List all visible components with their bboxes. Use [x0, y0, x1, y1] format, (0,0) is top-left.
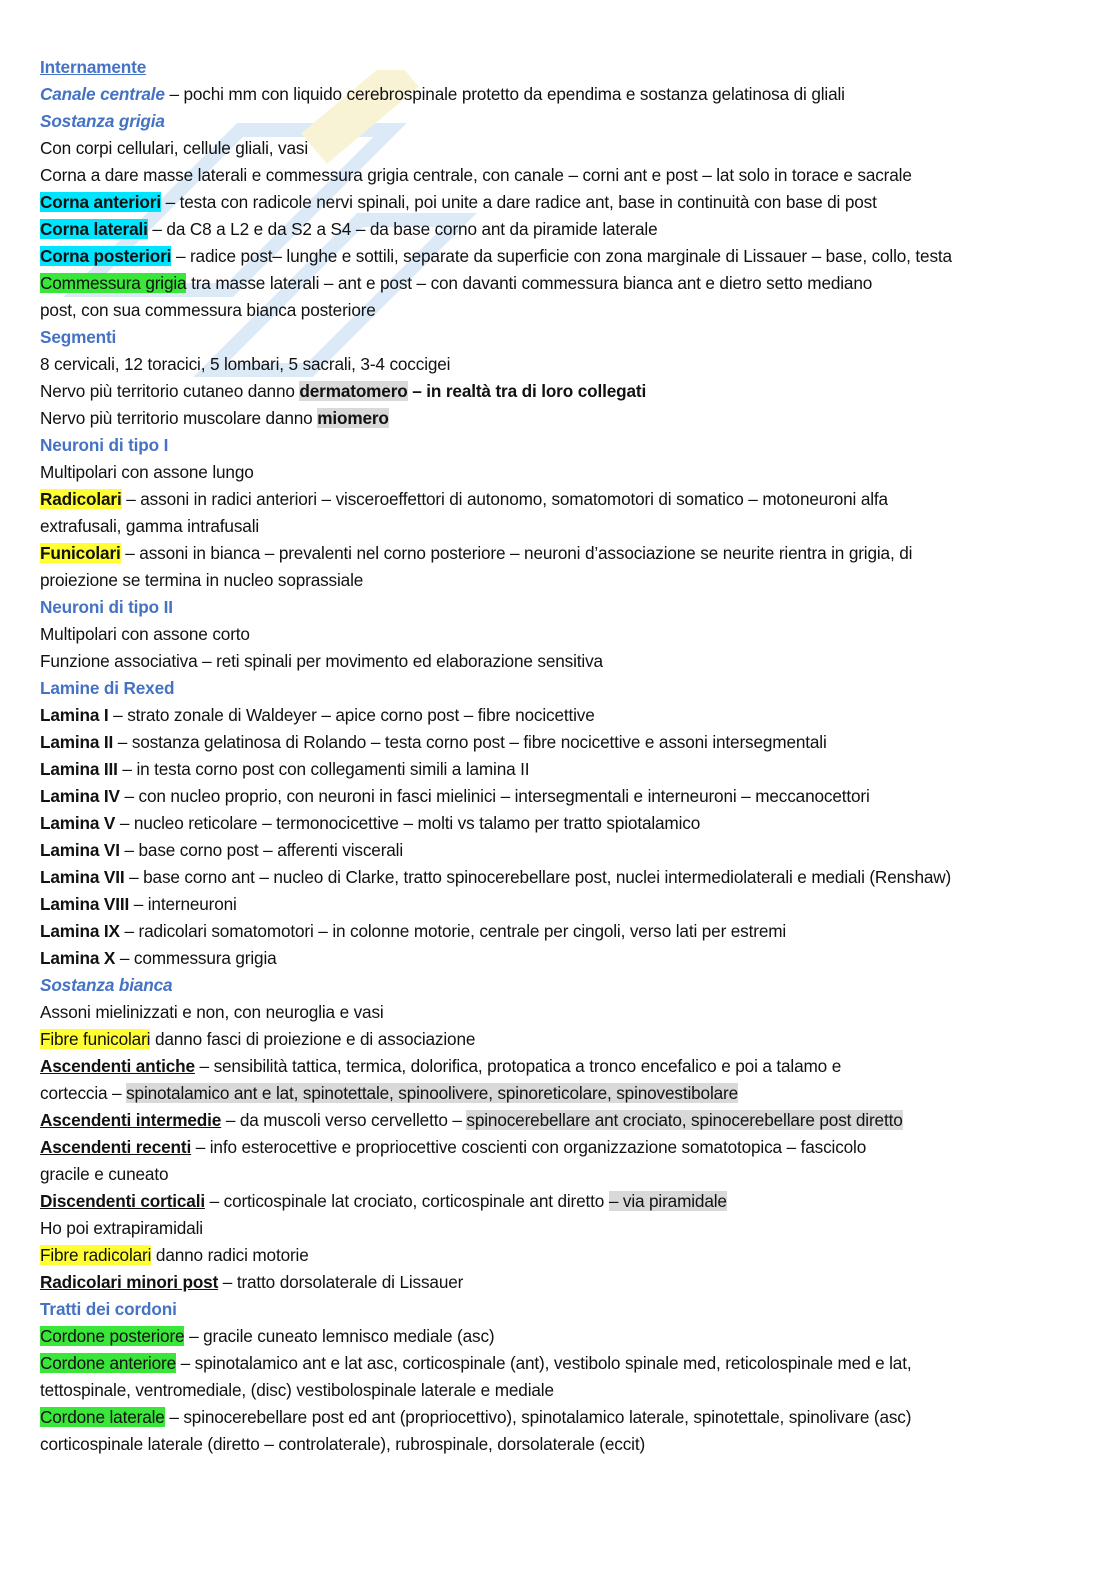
- text-segment: Multipolari con assone corto: [40, 624, 250, 644]
- text-segment: – base corno ant – nucleo di Clarke, tratto spinocerebellare post, nuclei intermediolaterali e mediali (Renshaw): [124, 867, 952, 887]
- text-line: [40, 864, 1090, 891]
- text-line: [40, 108, 1090, 135]
- text-line: [40, 837, 1090, 864]
- text-line: [40, 1431, 1090, 1458]
- text-segment: – info esterocettive e propriocettive coscienti con organizzazione somatotopica – fascicolo: [191, 1137, 867, 1157]
- text-segment: Radicolari: [40, 489, 122, 509]
- text-segment: Lamina VII: [40, 867, 125, 887]
- text-line: [40, 1026, 1090, 1053]
- text-segment: – sensibilità tattica, termica, dolorifica, protopatica a tronco encefalico e poi a talamo e: [194, 1056, 842, 1076]
- text-line: [40, 216, 1090, 243]
- text-line: [40, 1296, 1090, 1323]
- text-segment: – spinocerebellare post ed ant (propriocettivo), spinotalamico laterale, spinotettale, spinolivare (asc): [164, 1407, 912, 1427]
- text-line: [40, 1053, 1090, 1080]
- text-line: [40, 1323, 1090, 1350]
- text-line: [40, 324, 1090, 351]
- text-line: [40, 567, 1090, 594]
- text-segment: – sostanza gelatinosa di Rolando – testa corno post – fibre nocicettive e assoni intersegmentali: [113, 732, 827, 752]
- text-line: [40, 1107, 1090, 1134]
- text-line: [40, 648, 1090, 675]
- text-segment: Fibre funicolari: [40, 1029, 151, 1049]
- text-segment: Multipolari con assone lungo: [40, 462, 254, 482]
- text-line: [40, 675, 1090, 702]
- text-segment: Cordone posteriore: [40, 1326, 185, 1346]
- text-line: [40, 1188, 1090, 1215]
- text-line: [40, 351, 1090, 378]
- text-segment: – radicolari somatomotori – in colonne motorie, centrale per cingoli, verso lati per estremi: [119, 921, 787, 941]
- text-segment: Discendenti corticali: [40, 1191, 205, 1211]
- text-segment: spinotalamico ant e lat, spinotettale, spinoolivere, spinoreticolare, spinovestibolare: [126, 1083, 739, 1103]
- text-line: [40, 135, 1090, 162]
- text-line: [40, 891, 1090, 918]
- text-segment: Neuroni di tipo I: [40, 435, 169, 455]
- text-segment: Sostanza bianca: [40, 975, 173, 995]
- text-line: [40, 621, 1090, 648]
- text-segment: – da muscoli verso cervelletto –: [221, 1110, 467, 1130]
- text-line: [40, 918, 1090, 945]
- text-segment: – tratto dorsolaterale di Lissauer: [218, 1272, 464, 1292]
- text-segment: – base corno post – afferenti viscerali: [119, 840, 404, 860]
- text-segment: Canale centrale: [40, 84, 165, 104]
- text-line: [40, 432, 1090, 459]
- text-line: [40, 810, 1090, 837]
- text-segment: Commessura grigia: [40, 273, 187, 293]
- text-line: [40, 270, 1090, 297]
- text-line: [40, 999, 1090, 1026]
- text-segment: post, con sua commessura bianca posteriore: [40, 300, 376, 320]
- text-segment: proiezione se termina in nucleo soprassiale: [40, 570, 364, 590]
- text-segment: – assoni in bianca – prevalenti nel corno posteriore – neuroni d’associazione se neurite rientra in grigia, di: [120, 543, 913, 563]
- text-segment: miomero: [317, 408, 389, 428]
- text-line: [40, 1269, 1090, 1296]
- text-segment: Nervo più territorio muscolare danno: [40, 408, 318, 428]
- text-segment: – pochi mm con liquido cerebrospinale protetto da ependima e sostanza gelatinosa di gliali: [164, 84, 845, 104]
- text-segment: Lamina VI: [40, 840, 120, 860]
- text-line: [40, 162, 1090, 189]
- text-segment: – radice post– lunghe e sottili, separate da superficie con zona marginale di Lissauer – base, collo, testa: [171, 246, 952, 266]
- text-segment: Lamina X: [40, 948, 116, 968]
- text-segment: Con corpi cellulari, cellule gliali, vasi: [40, 138, 309, 158]
- text-segment: dermatomero: [299, 381, 408, 401]
- text-segment: – in realtà tra di loro collegati: [407, 381, 647, 401]
- text-segment: Lamina III: [40, 759, 118, 779]
- text-segment: – nucleo reticolare – termonocicettive – molti vs talamo per tratto spiotalamico: [115, 813, 701, 833]
- text-line: [40, 1242, 1090, 1269]
- text-line: [40, 378, 1090, 405]
- text-segment: danno radici motorie: [151, 1245, 309, 1265]
- text-segment: – spinotalamico ant e lat asc, corticospinale (ant), vestibolo spinale med, reticolospinale med e lat,: [176, 1353, 912, 1373]
- text-segment: Funicolari: [40, 543, 121, 563]
- text-line: [40, 540, 1090, 567]
- text-segment: 8 cervicali, 12 toracici, 5 lombari, 5 sacrali, 3-4 coccigei: [40, 354, 451, 374]
- text-segment: Internamente: [40, 57, 147, 77]
- text-segment: Ascendenti antiche: [40, 1056, 195, 1076]
- text-segment: Fibre radicolari: [40, 1245, 152, 1265]
- text-segment: Cordone anteriore: [40, 1353, 176, 1373]
- text-line: [40, 243, 1090, 270]
- text-segment: Corna posteriori: [40, 246, 172, 266]
- text-segment: extrafusali, gamma intrafusali: [40, 516, 260, 536]
- text-segment: danno fasci di proiezione e di associazione: [150, 1029, 476, 1049]
- text-line: [40, 513, 1090, 540]
- text-segment: corticospinale laterale (diretto – controlaterale), rubrospinale, dorsolaterale (eccit): [40, 1434, 646, 1454]
- text-line: [40, 1134, 1090, 1161]
- text-segment: Ascendenti recenti: [40, 1137, 192, 1157]
- text-segment: Ascendenti intermedie: [40, 1110, 222, 1130]
- text-segment: spinocerebellare ant crociato, spinocerebellare post diretto: [466, 1110, 903, 1130]
- text-line: [40, 189, 1090, 216]
- text-segment: – con nucleo proprio, con neuroni in fasci mielinici – intersegmentali e interneuroni – meccanocettori: [119, 786, 870, 806]
- text-line: [40, 783, 1090, 810]
- text-segment: Funzione associativa – reti spinali per movimento ed elaborazione sensitiva: [40, 651, 603, 671]
- text-segment: – da C8 a L2 e da S2 a S4 – da base corno ant da piramide laterale: [147, 219, 658, 239]
- text-line: [40, 729, 1090, 756]
- text-segment: Lamina II: [40, 732, 114, 752]
- text-segment: Lamina V: [40, 813, 116, 833]
- text-line: [40, 1377, 1090, 1404]
- text-line: [40, 297, 1090, 324]
- text-segment: Corna laterali: [40, 219, 148, 239]
- text-segment: Sostanza grigia: [40, 111, 165, 131]
- text-segment: – commessura grigia: [115, 948, 277, 968]
- text-segment: Cordone laterale: [40, 1407, 165, 1427]
- text-segment: corteccia –: [40, 1083, 127, 1103]
- text-line: [40, 756, 1090, 783]
- text-segment: – assoni in radici anteriori – visceroeffettori di autonomo, somatomotori di somatico – motoneuroni alfa: [121, 489, 888, 509]
- text-line: [40, 1161, 1090, 1188]
- text-line: [40, 54, 1090, 81]
- text-segment: gracile e cuneato: [40, 1164, 169, 1184]
- text-line: [40, 945, 1090, 972]
- text-line: [40, 405, 1090, 432]
- text-segment: Lamine di Rexed: [40, 678, 175, 698]
- text-line: [40, 1404, 1090, 1431]
- text-line: [40, 1350, 1090, 1377]
- text-segment: tra masse laterali – ant e post – con davanti commessura bianca ant e dietro setto mediano: [186, 273, 873, 293]
- text-line: [40, 972, 1090, 999]
- text-segment: – interneuroni: [129, 894, 237, 914]
- text-segment: Lamina IV: [40, 786, 120, 806]
- text-segment: – via piramidale: [608, 1191, 727, 1211]
- text-segment: – testa con radicole nervi spinali, poi unite a dare radice ant, base in continuità con base di post: [160, 192, 877, 212]
- text-segment: Lamina IX: [40, 921, 120, 941]
- text-line: [40, 702, 1090, 729]
- text-segment: tettospinale, ventromediale, (disc) vestibolospinale laterale e mediale: [40, 1380, 554, 1400]
- text-line: [40, 459, 1090, 486]
- text-segment: – strato zonale di Waldeyer – apice corno post – fibre nocicettive: [108, 705, 595, 725]
- text-segment: Segmenti: [40, 327, 117, 347]
- text-segment: Assoni mielinizzati e non, con neuroglia e vasi: [40, 1002, 384, 1022]
- text-segment: Lamina I: [40, 705, 109, 725]
- text-segment: Lamina VIII: [40, 894, 130, 914]
- text-line: [40, 486, 1090, 513]
- document-body: [40, 54, 1090, 1458]
- text-line: [40, 594, 1090, 621]
- text-segment: – corticospinale lat crociato, corticospinale ant diretto: [204, 1191, 609, 1211]
- text-segment: – gracile cuneato lemnisco mediale (asc): [184, 1326, 495, 1346]
- text-segment: Radicolari minori post: [40, 1272, 219, 1292]
- text-segment: Ho poi extrapiramidali: [40, 1218, 203, 1238]
- text-line: [40, 1080, 1090, 1107]
- text-segment: – in testa corno post con collegamenti simili a lamina II: [117, 759, 530, 779]
- text-segment: Tratti dei cordoni: [40, 1299, 177, 1319]
- text-segment: Corna anteriori: [40, 192, 161, 212]
- text-segment: Nervo più territorio cutaneo danno: [40, 381, 300, 401]
- text-line: [40, 81, 1090, 108]
- text-line: [40, 1215, 1090, 1242]
- text-segment: Neuroni di tipo II: [40, 597, 173, 617]
- text-segment: Corna a dare masse laterali e commessura grigia centrale, con canale – corni ant e post – lat solo in torace e sacrale: [40, 165, 912, 185]
